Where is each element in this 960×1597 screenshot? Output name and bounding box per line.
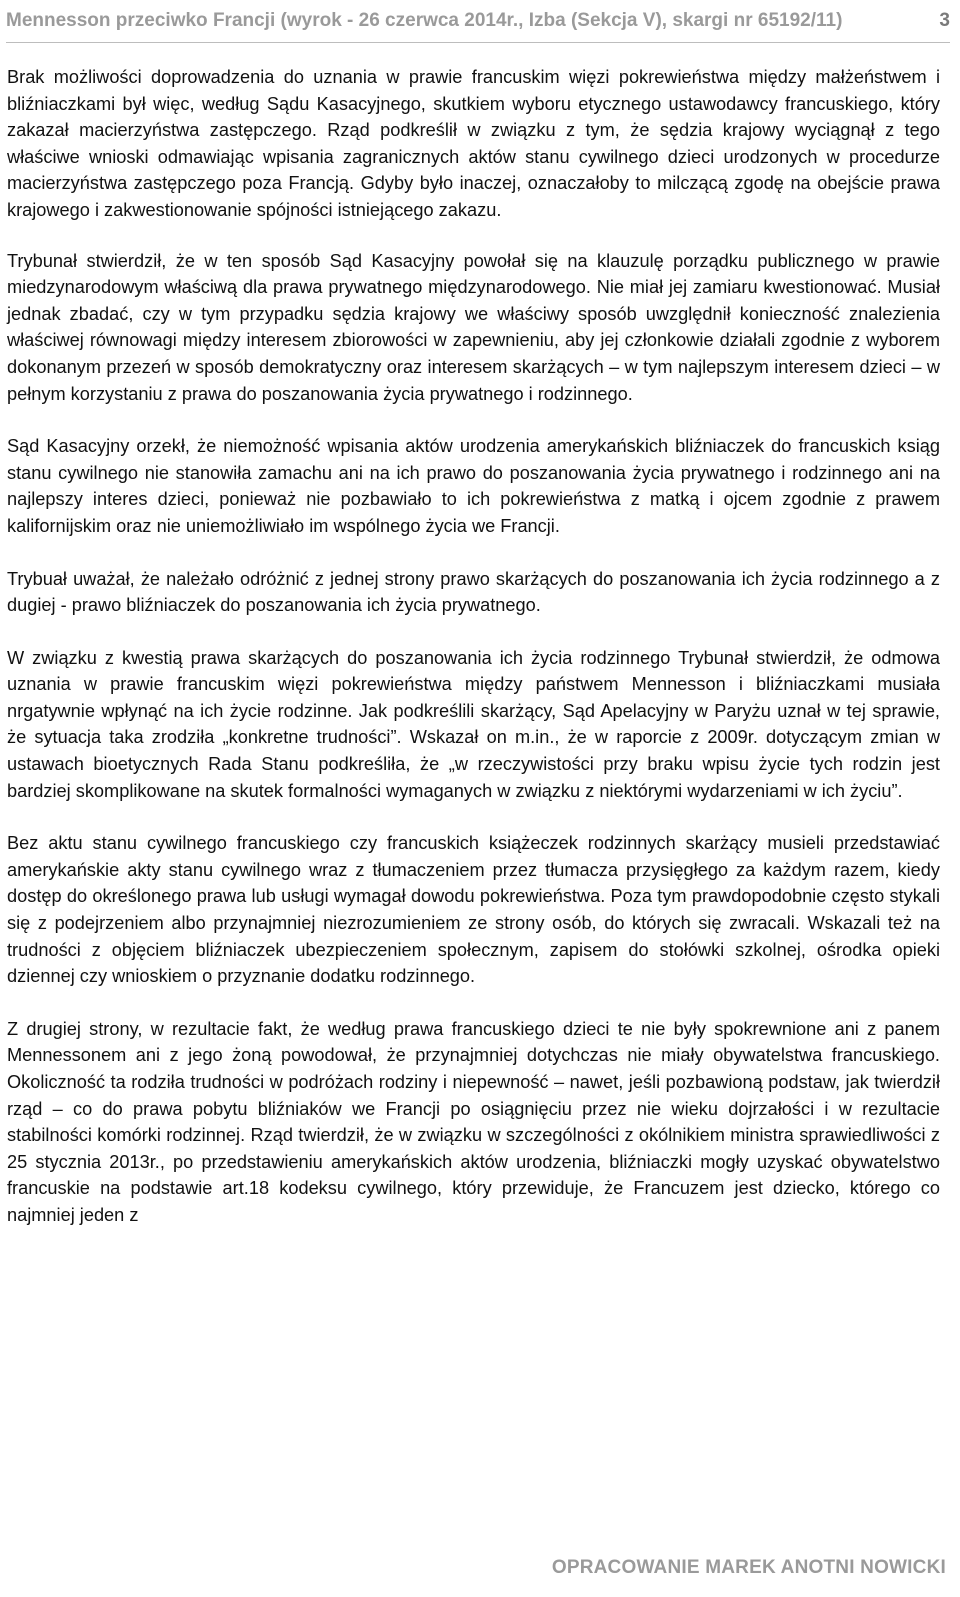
page-number: 3 bbox=[939, 10, 950, 31]
paragraph: Z drugiej strony, w rezultacie fakt, że według prawa francuskiego dzieci te nie były spokrewnione ani z panem Mennessonem ani z jego żoną powodował, że przynajmniej dotychczas nie miały obywatelstwa francuskiego. Okoliczność ta rodziła trudności w podróżach rodziny i niepewność – nawet, jeśli pozbawioną podstaw, jak twierdził rząd – co do prawa pobytu bliźniaków we Francji po osiągnięciu przez nie wieku dojrzałości i w rezultacie stabilności komórki rodzinnej. Rząd twierdził, że w związku w szczególności z okólnikiem ministra sprawiedliwości z 25 stycznia 2013r., po przedstawieniu amerykańskich aktów urodzenia, bliźniaczki mogły uzyskać obywatelstwo francuskie na podstawie art.18 kodeksu cywilnego, który przewiduje, że Francuzem jest dziecko, którego co najmniej jeden z bbox=[7, 1018, 940, 1225]
paragraph: W związku z kwestią prawa skarżących do poszanowania ich życia rodzinnego Trybunał stwierdził, że odmowa uznania w prawie francuskim więzi pokrewieństwa między państwem Mennesson i bliźniaczkami musiała nrgatywnie wpłynąć na ich życie rodzinne. Jak podkreślili skarżący, Sąd Apelacyjny w Paryżu uznał w tej sprawie, że sytuacja taka zrodziła „konkretne trudności”. Wskazał on m.in., że w raporcie z 2009r. dotyczącym zmian w ustawach bioetycznych Rada Stanu podkreśliła, że „w rzeczywistości przy braku wpisu życie tych rodzin jest bardziej skomplikowane na skutek formalności wymaganych w związku z niektórymi wydarzeniami w ich życiu”. bbox=[7, 647, 940, 801]
paragraph: Trybunał stwierdził, że w ten sposób Sąd Kasacyjny powołał się na klauzulę porządku publicznego w prawie miedzynarodowym właściwą dla prawa prywatnego międzynarodowego. Nie miał jej zamiaru kwestionować. Musiał jednak zbadać, czy w tym przypadku sędzia krajowy we właściwy sposób uwzględnił konieczność znalezienia właściwej równowagi między interesem zbiorowości w zapewnieniu, aby jej członkowie działali zgodnie z wyborem dokonanym przezeń w sposób demokratyczny oraz interesem skarżących – w tym najlepszym interesem dzieci – w pełnym korzystaniu z prawa do poszanowania życia prywatnego i rodzinnego. bbox=[7, 250, 940, 404]
page-header bbox=[6, 2, 956, 40]
document-body bbox=[7, 64, 940, 1255]
header-divider bbox=[6, 42, 950, 43]
paragraph: Trybuał uważał, że należało odróżnić z jednej strony prawo skarżących do poszanowania ich życia rodzinnego a z dugiej - prawo bliźniaczek do poszanowania ich życia prywatnego. bbox=[7, 568, 940, 616]
paragraph: Brak możliwości doprowadzenia do uznania w prawie francuskim więzi pokrewieństwa między małżeństwem i bliźniaczkami był więc, według Sądu Kasacyjnego, skutkiem wyboru etycznego ustawodawcy francuskiego, który zakazał macierzyństwa zastępczego. Rząd podkreślił w związku z tym, że sędzia krajowy wyciągnął z tego właściwe wnioski odmawiając wpisania zagranicznych aktów stanu cywilnego dzieci urodzonych w procedurze macierzyństwa zastępczego poza Francją. Gdyby było inaczej, oznaczałoby to milczącą zgodę na obejście prawa krajowego i zakwestionowanie spójności istniejącego zakazu. bbox=[7, 67, 940, 220]
header-title: Mennesson przeciwko Francji (wyrok - 26 czerwca 2014r., Izba (Sekcja V), skargi nr 65192/11) bbox=[6, 10, 843, 31]
paragraph: Bez aktu stanu cywilnego francuskiego czy francuskich książeczek rodzinnych skarżący musieli przedstawiać amerykańskie akty stanu cywilnego wraz z tłumaczeniem przez tłumacza przysięgłego za każdym razem, kiedy dostęp do określonego prawa lub usługi wymagał dowodu pokrewieństwa. Poza tym prawdopodobnie często stykali się z podejrzeniem albo przynajmniej niezrozumieniem ze strony osób, do których się zwracali. Wskazali też na trudności z objęciem bliźniaczek ubezpieczeniem społecznym, zapisem do stołówki szkolnej, ośrodka opieki dziennej czy wnioskiem o przyznanie dodatku rodzinnego. bbox=[7, 833, 940, 987]
page-footer: OPRACOWANIE MAREK ANOTNI NOWICKI bbox=[551, 1557, 946, 1578]
paragraph: Sąd Kasacyjny orzekł, że niemożność wpisania aktów urodzenia amerykańskich bliźniaczek do francuskich ksiąg stanu cywilnego nie stanowiła zamachu ani na ich prawo do poszanowania życia prywatnego i rodzinnego ani na najlepszy interes dzieci, ponieważ nie pozbawiało to ich pokrewieństwa z matką i ojcem zgodnie z prawem kalifornijskim oraz nie uniemożliwiało im wspólnego życia we Francji. bbox=[7, 436, 940, 536]
